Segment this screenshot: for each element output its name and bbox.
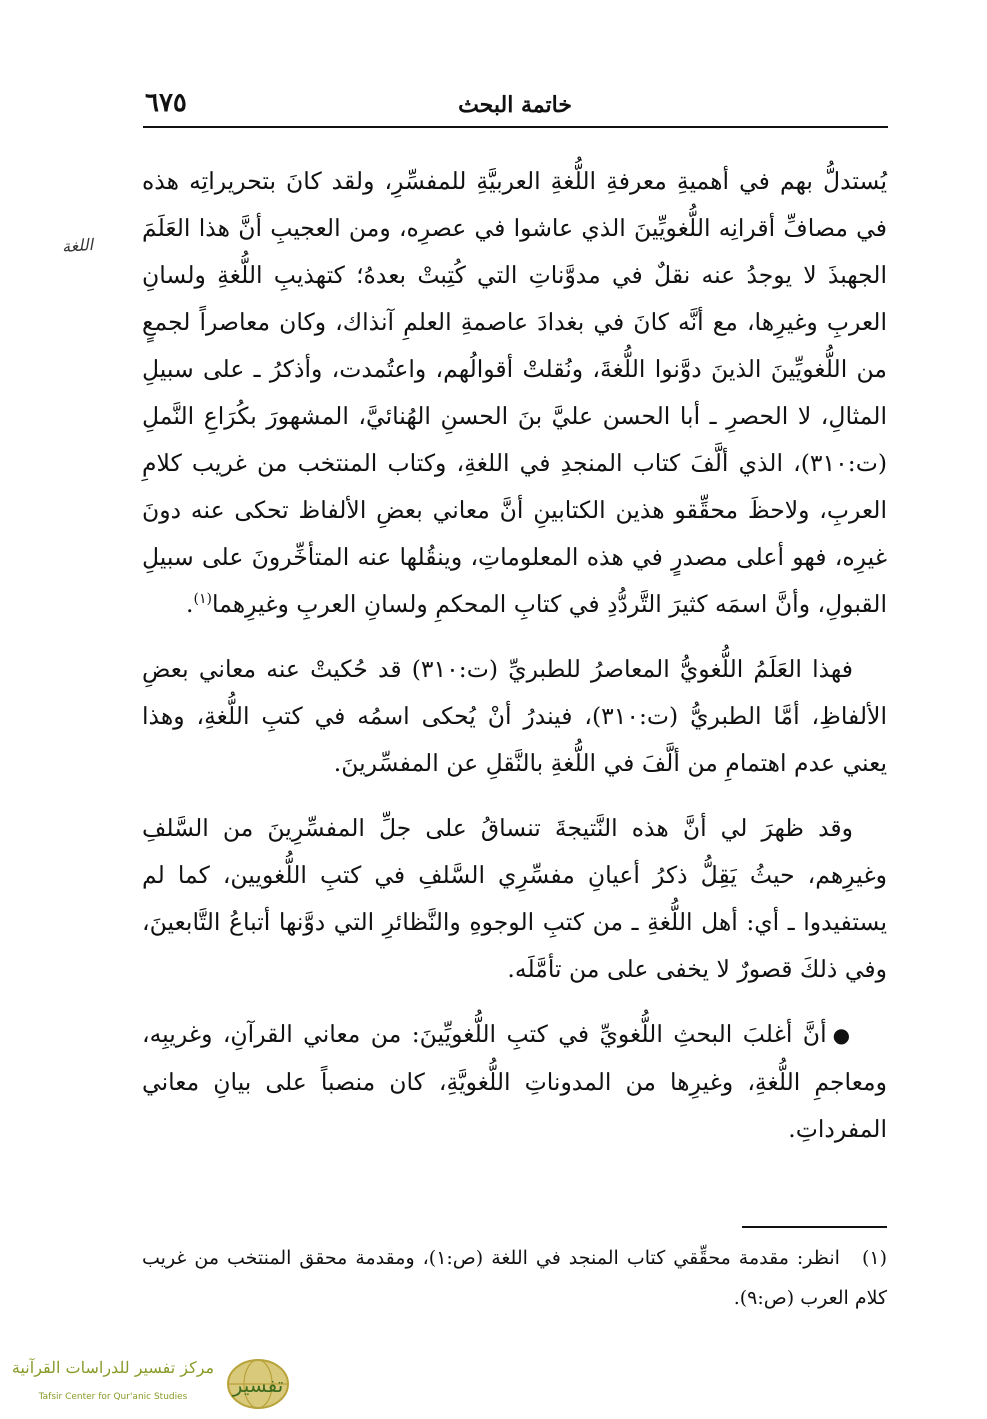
paragraph-2: فهذا العَلَمُ اللُّغويُّ المعاصرُ للطبريِّ (ت:٣١٠) قد حُكيتْ عنه معاني بعضِ الألفاظِ، أمَّا الطبريُّ (ت:٣١٠)، فيندرُ أنْ يُحكى اسمُه في كتبِ اللُّغةِ، وهذا يعني عدم اهتمامِ من ألَّفَ في اللُّغةِ بالنَّقلِ عن المفسِّرينَ. — [142, 655, 887, 777]
footnote-text: انظر: مقدمة محقِّقي كتاب المنجد في اللغة (ص:١)، ومقدمة محقق المنتخب من غريب كلام العرب (ص:٩). — [142, 1247, 887, 1309]
header-rule — [143, 126, 888, 128]
footnote — [142, 1238, 887, 1318]
globe-logo-icon — [220, 1356, 296, 1412]
footnote-number: (١) — [861, 1247, 888, 1269]
paragraph-1-text: يُستدلُّ بهم في أهميةِ معرفةِ اللُّغةِ العربيَّةِ للمفسِّرِ، ولقد كانَ بتحريراتِه هذه في مصافِّ أقرانِه اللُّغويِّينَ الذي عاشوا في عصرِه، ومن العجيبِ أنَّ هذا العَلَمَ الجهبذَ لا يوجدُ عنه نقلٌ في مدوَّناتِ التي كُتِبتْ بعدهُ؛ كتهذيبِ اللُّغةِ ولسانِ العربِ وغيرِها، مع أنَّه كانَ في بغدادَ عاصمةِ العلمِ آنذاك، وكان معاصراً لجمعٍ من اللُّغويِّينَ الذينَ دوَّنوا اللُّغةَ، ونُقلتْ أقوالُهم، واعتُمدت، وأذكرُ ـ على سبيلِ المثالِ، لا الحصرِ ـ أبا الحسن عليَّ بنَ الحسنِ الهُنائيَّ، المشهورَ بكُرَاعِ النَّملِ (ت:٣١٠)، الذي ألَّفَ كتاب المنجدِ في اللغةِ، وكتاب المنتخب من غريب كلامِ العربِ، ولاحظَ محقِّقو هذين الكتابينِ أنَّ معاني بعضِ الألفاظ تحكى عنه دونَ غيرِه، فهو أعلى مصدرٍ في هذه المعلوماتِ، وينقُلها عنه المتأخِّرونَ على سبيلِ القبولِ، وأنَّ اسمَه كثيرَ التَّردُّدِ في كتابِ المحكمِ ولسانِ العربِ وغيرِهما — [142, 167, 887, 618]
paragraph-1 — [142, 158, 887, 628]
paragraph-4 — [142, 1011, 887, 1153]
logo-mark-text: تفسير — [232, 1373, 284, 1397]
paragraph-3: وقد ظهرَ لي أنَّ هذه النَّتيجةَ تنساقُ على جلِّ المفسِّرِينَ من السَّلفِ وغيرِهم، حيثُ يَقِلُّ ذكرُ أعيانِ مفسِّرِي السَّلفِ في كتبِ اللُّغويين، كما لم يستفيدوا ـ أي: أهل اللُّغةِ ـ من كتبِ الوجوهِ والنَّظائرِ التي دوَّنها أتباعُ التَّابعينَ، وفي ذلكَ قصورٌ لا يخفى على من تأمَّلَه. — [142, 814, 887, 983]
logo-arabic-text: مركز تفسير للدراسات القرآنية — [11, 1358, 215, 1377]
logo-english-text: Tafsir Center for Qur'anic Studies — [38, 1392, 188, 1402]
tafsir-center-logo — [8, 1356, 298, 1412]
footnote-separator — [742, 1226, 887, 1228]
handwritten-margin-note: اللغة — [61, 234, 94, 257]
bullet-icon: ● — [832, 1023, 854, 1047]
paragraph-1-end: . — [186, 590, 194, 618]
page-header — [145, 86, 885, 126]
running-title: خاتمة البحث — [458, 92, 572, 118]
footnote-reference[interactable]: (١) — [193, 591, 212, 608]
paragraph-4-text: أنَّ أغلبَ البحثِ اللُّغويِّ في كتبِ اللُّغويِّينَ: من معاني القرآنِ، وغريبِه، ومعاجمِ اللُّغةِ، وغيرِها من المدوناتِ اللُّغويَّةِ، كان منصباً على بيانِ معاني المفرداتِ. — [142, 1020, 887, 1143]
body-text — [142, 158, 887, 1171]
page-number: ٦٧٥ — [145, 88, 187, 118]
